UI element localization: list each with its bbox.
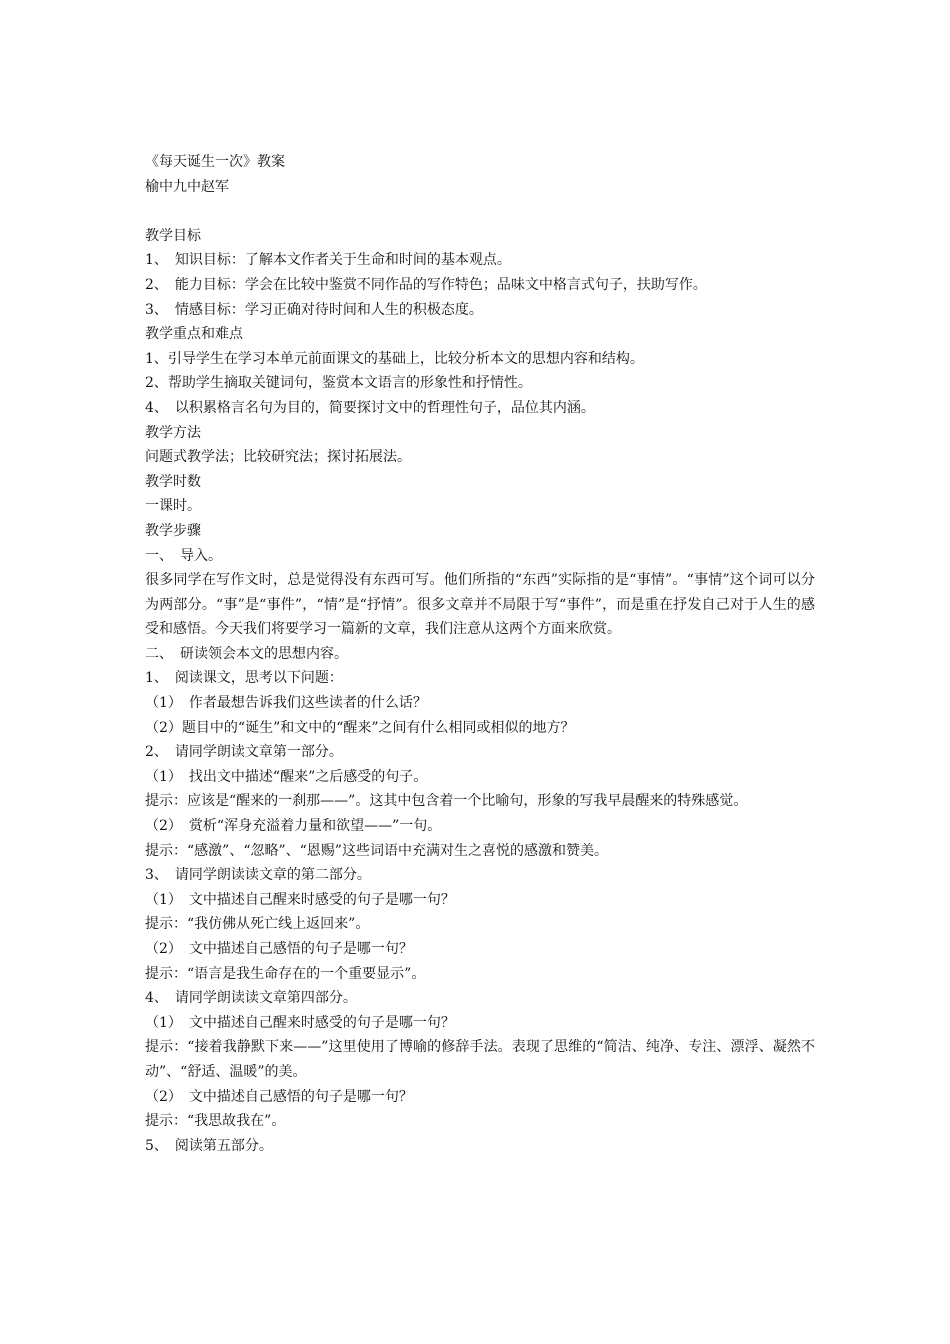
task-2: 2、 请同学朗读文章第一部分。	[145, 744, 343, 761]
hint-4-2: 提示：“我思故我在”。	[145, 1113, 286, 1130]
objective-ability: 2、 能力目标：学会在比较中鉴赏不同作品的写作特色；品味文中格言式句子，扶助写作。	[145, 276, 707, 293]
question-3-1: （1） 文中描述自己醒来时感受的句子是哪一句？	[145, 891, 455, 908]
key-point-2: 2、帮助学生摘取关键词句，鉴赏本文语言的形象性和抒情性。	[145, 375, 532, 392]
task-1: 1、 阅读课文，思考以下问题：	[145, 670, 343, 687]
hours-text: 一课时。	[145, 498, 201, 515]
objective-knowledge: 1、 知识目标：了解本文作者关于生命和时间的基本观点。	[145, 252, 511, 269]
blank-line	[145, 199, 815, 224]
objective-emotion: 3、 情感目标：学习正确对待时间和人生的积极态度。	[145, 301, 483, 318]
document-body	[145, 150, 815, 1158]
question-1-1: （1） 作者最想告诉我们这些读者的什么话？	[145, 695, 427, 712]
question-2-2: （2） 赏析“浑身充溢着力量和欲望——”一句。	[145, 818, 442, 835]
question-4-2: （2） 文中描述自己感悟的句子是哪一句？	[145, 1088, 413, 1105]
key-point-1: 1、引导学生在学习本单元前面课文的基础上，比较分析本文的思想内容和结构。	[145, 350, 644, 367]
task-3: 3、 请同学朗读读文章的第二部分。	[145, 867, 371, 884]
hint-4-1: 提示：“接着我静默下来——”这里使用了博喻的修辞手法。表现了思维的“简洁、纯净、专注、漂浮、凝然不动”、“舒适、温暖”的美。	[145, 1039, 815, 1080]
section-heading-hours: 教学时数	[145, 473, 201, 490]
task-4: 4、 请同学朗读读文章第四部分。	[145, 990, 357, 1007]
question-1-2: （2）题目中的“诞生”和文中的“醒来”之间有什么相同或相似的地方？	[145, 719, 575, 736]
question-2-1: （1） 找出文中描述“醒来”之后感受的句子。	[145, 768, 428, 785]
document-author: 榆中九中赵军	[145, 178, 229, 195]
step-1-heading: 一、 导入。	[145, 547, 222, 564]
question-4-1: （1） 文中描述自己醒来时感受的句子是哪一句？	[145, 1014, 455, 1031]
methods-text: 问题式教学法；比较研究法；探讨拓展法。	[145, 449, 411, 466]
hint-2-1: 提示：应该是“醒来的一刹那——”。这其中包含着一个比喻句，形象的写我早晨醒来的特殊感觉。	[145, 793, 748, 810]
hint-2-2: 提示：“感激”、“忽略”、“恩赐”这些词语中充满对生之喜悦的感激和赞美。	[145, 842, 608, 859]
hint-3-1: 提示：“我仿佛从死亡线上返回来”。	[145, 916, 370, 933]
intro-paragraph: 很多同学在写作文时，总是觉得没有东西可写。他们所指的“东西”实际指的是“事情”。“事情”这个词可以分为两部分。“事”是“事件”，“情”是“抒情”。很多文章并不局限于写“事件”，而是重在抒发自己对于人生的感受和感悟。今天我们将要学习一篇新的文章，我们注意从这两个方面来欣赏。	[145, 572, 815, 638]
section-heading-methods: 教学方法	[145, 424, 201, 441]
section-heading-key-points: 教学重点和难点	[145, 326, 243, 343]
key-point-4: 4、 以积累格言名句为目的，简要探讨文中的哲理性句子，品位其内涵。	[145, 399, 595, 416]
section-heading-objectives: 教学目标	[145, 227, 201, 244]
hint-3-2: 提示：“语言是我生命存在的一个重要显示”。	[145, 965, 426, 982]
task-5: 5、 阅读第五部分。	[145, 1137, 273, 1154]
step-2-heading: 二、 研读领会本文的思想内容。	[145, 645, 348, 662]
section-heading-steps: 教学步骤	[145, 522, 201, 539]
document-title: 《每天诞生一次》教案	[145, 154, 285, 170]
question-3-2: （2） 文中描述自己感悟的句子是哪一句？	[145, 941, 413, 957]
